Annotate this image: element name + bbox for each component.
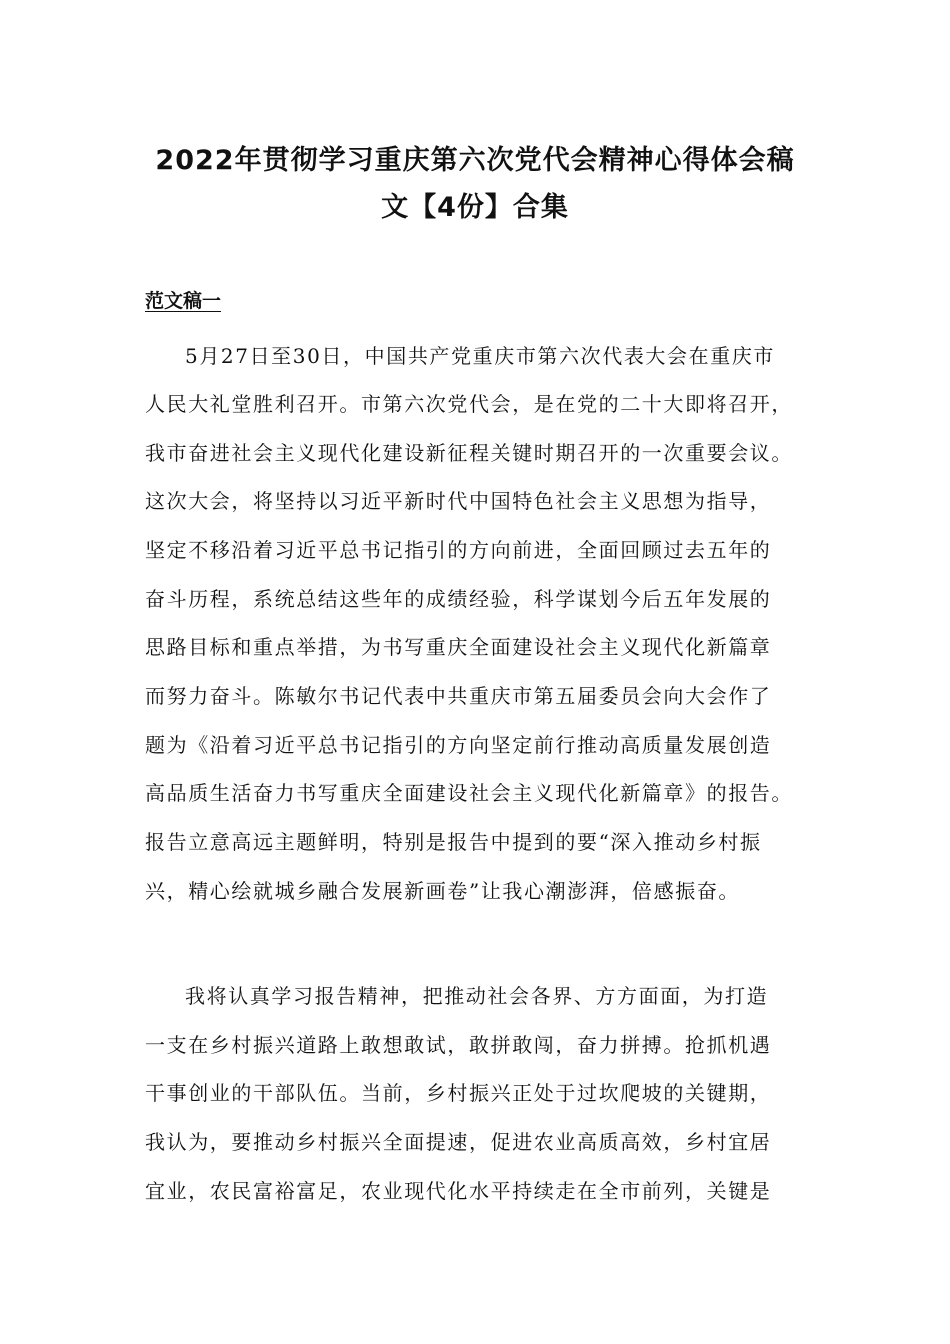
paragraph-2-line: 我将认真学习报告精神，把推动社会各界、方方面面，为打造 — [185, 984, 769, 1008]
paragraph-2-line: 我认为，要推动乡村振兴全面提速，促进农业高质高效，乡村宜居 — [145, 1130, 772, 1154]
document-title-line-2: 文【4份】合集 — [381, 192, 569, 223]
paragraph-2-line: 一支在乡村振兴道路上敢想敢试，敢拼敢闯，奋力拼搏。抢抓机遇 — [145, 1033, 772, 1057]
paragraph-2-line: 宜业，农民富裕富足，农业现代化水平持续走在全市前列，关键是 — [145, 1179, 772, 1203]
paragraph-2-line: 干事创业的干部队伍。当前，乡村振兴正处于过坎爬坡的关键期， — [145, 1081, 772, 1105]
paragraph-1-line: 而努力奋斗。陈敏尔书记代表中共重庆市第五届委员会向大会作了 — [145, 684, 772, 708]
paragraph-1-line: 报告立意高远主题鲜明，特别是报告中提到的要“深入推动乡村振 — [145, 830, 762, 854]
section-heading: 范文稿一 — [145, 290, 222, 312]
paragraph-1-line: 人民大礼堂胜利召开。市第六次党代会，是在党的二十大即将召开， — [145, 392, 793, 416]
paragraph-1-line: 奋斗历程，系统总结这些年的成绩经验，科学谋划今后五年发展的 — [145, 587, 772, 611]
document-title-line-1: 2022年贯彻学习重庆第六次党代会精神心得体会稿 — [155, 145, 795, 176]
paragraph-1-line: 5月27日至30日，中国共产党重庆市第六次代表大会在重庆市 — [185, 344, 776, 368]
paragraph-1-line: 这次大会，将坚持以习近平新时代中国特色社会主义思想为指导， — [145, 489, 772, 513]
paragraph-1-line: 坚定不移沿着习近平总书记指引的方向前进，全面回顾过去五年的 — [145, 538, 772, 562]
paragraph-1-line: 兴，精心绘就城乡融合发展新画卷”让我心潮澎湃，倍感振奋。 — [145, 879, 741, 903]
paragraph-1-line: 思路目标和重点举措，为书写重庆全面建设社会主义现代化新篇章 — [145, 635, 772, 659]
paragraph-1-line: 我市奋进社会主义现代化建设新征程关键时期召开的一次重要会议。 — [145, 441, 793, 465]
paragraph-1-line: 题为《沿着习近平总书记指引的方向坚定前行推动高质量发展创造 — [145, 733, 772, 757]
paragraph-1-line: 高品质生活奋力书写重庆全面建设社会主义现代化新篇章》的报告。 — [145, 781, 793, 805]
